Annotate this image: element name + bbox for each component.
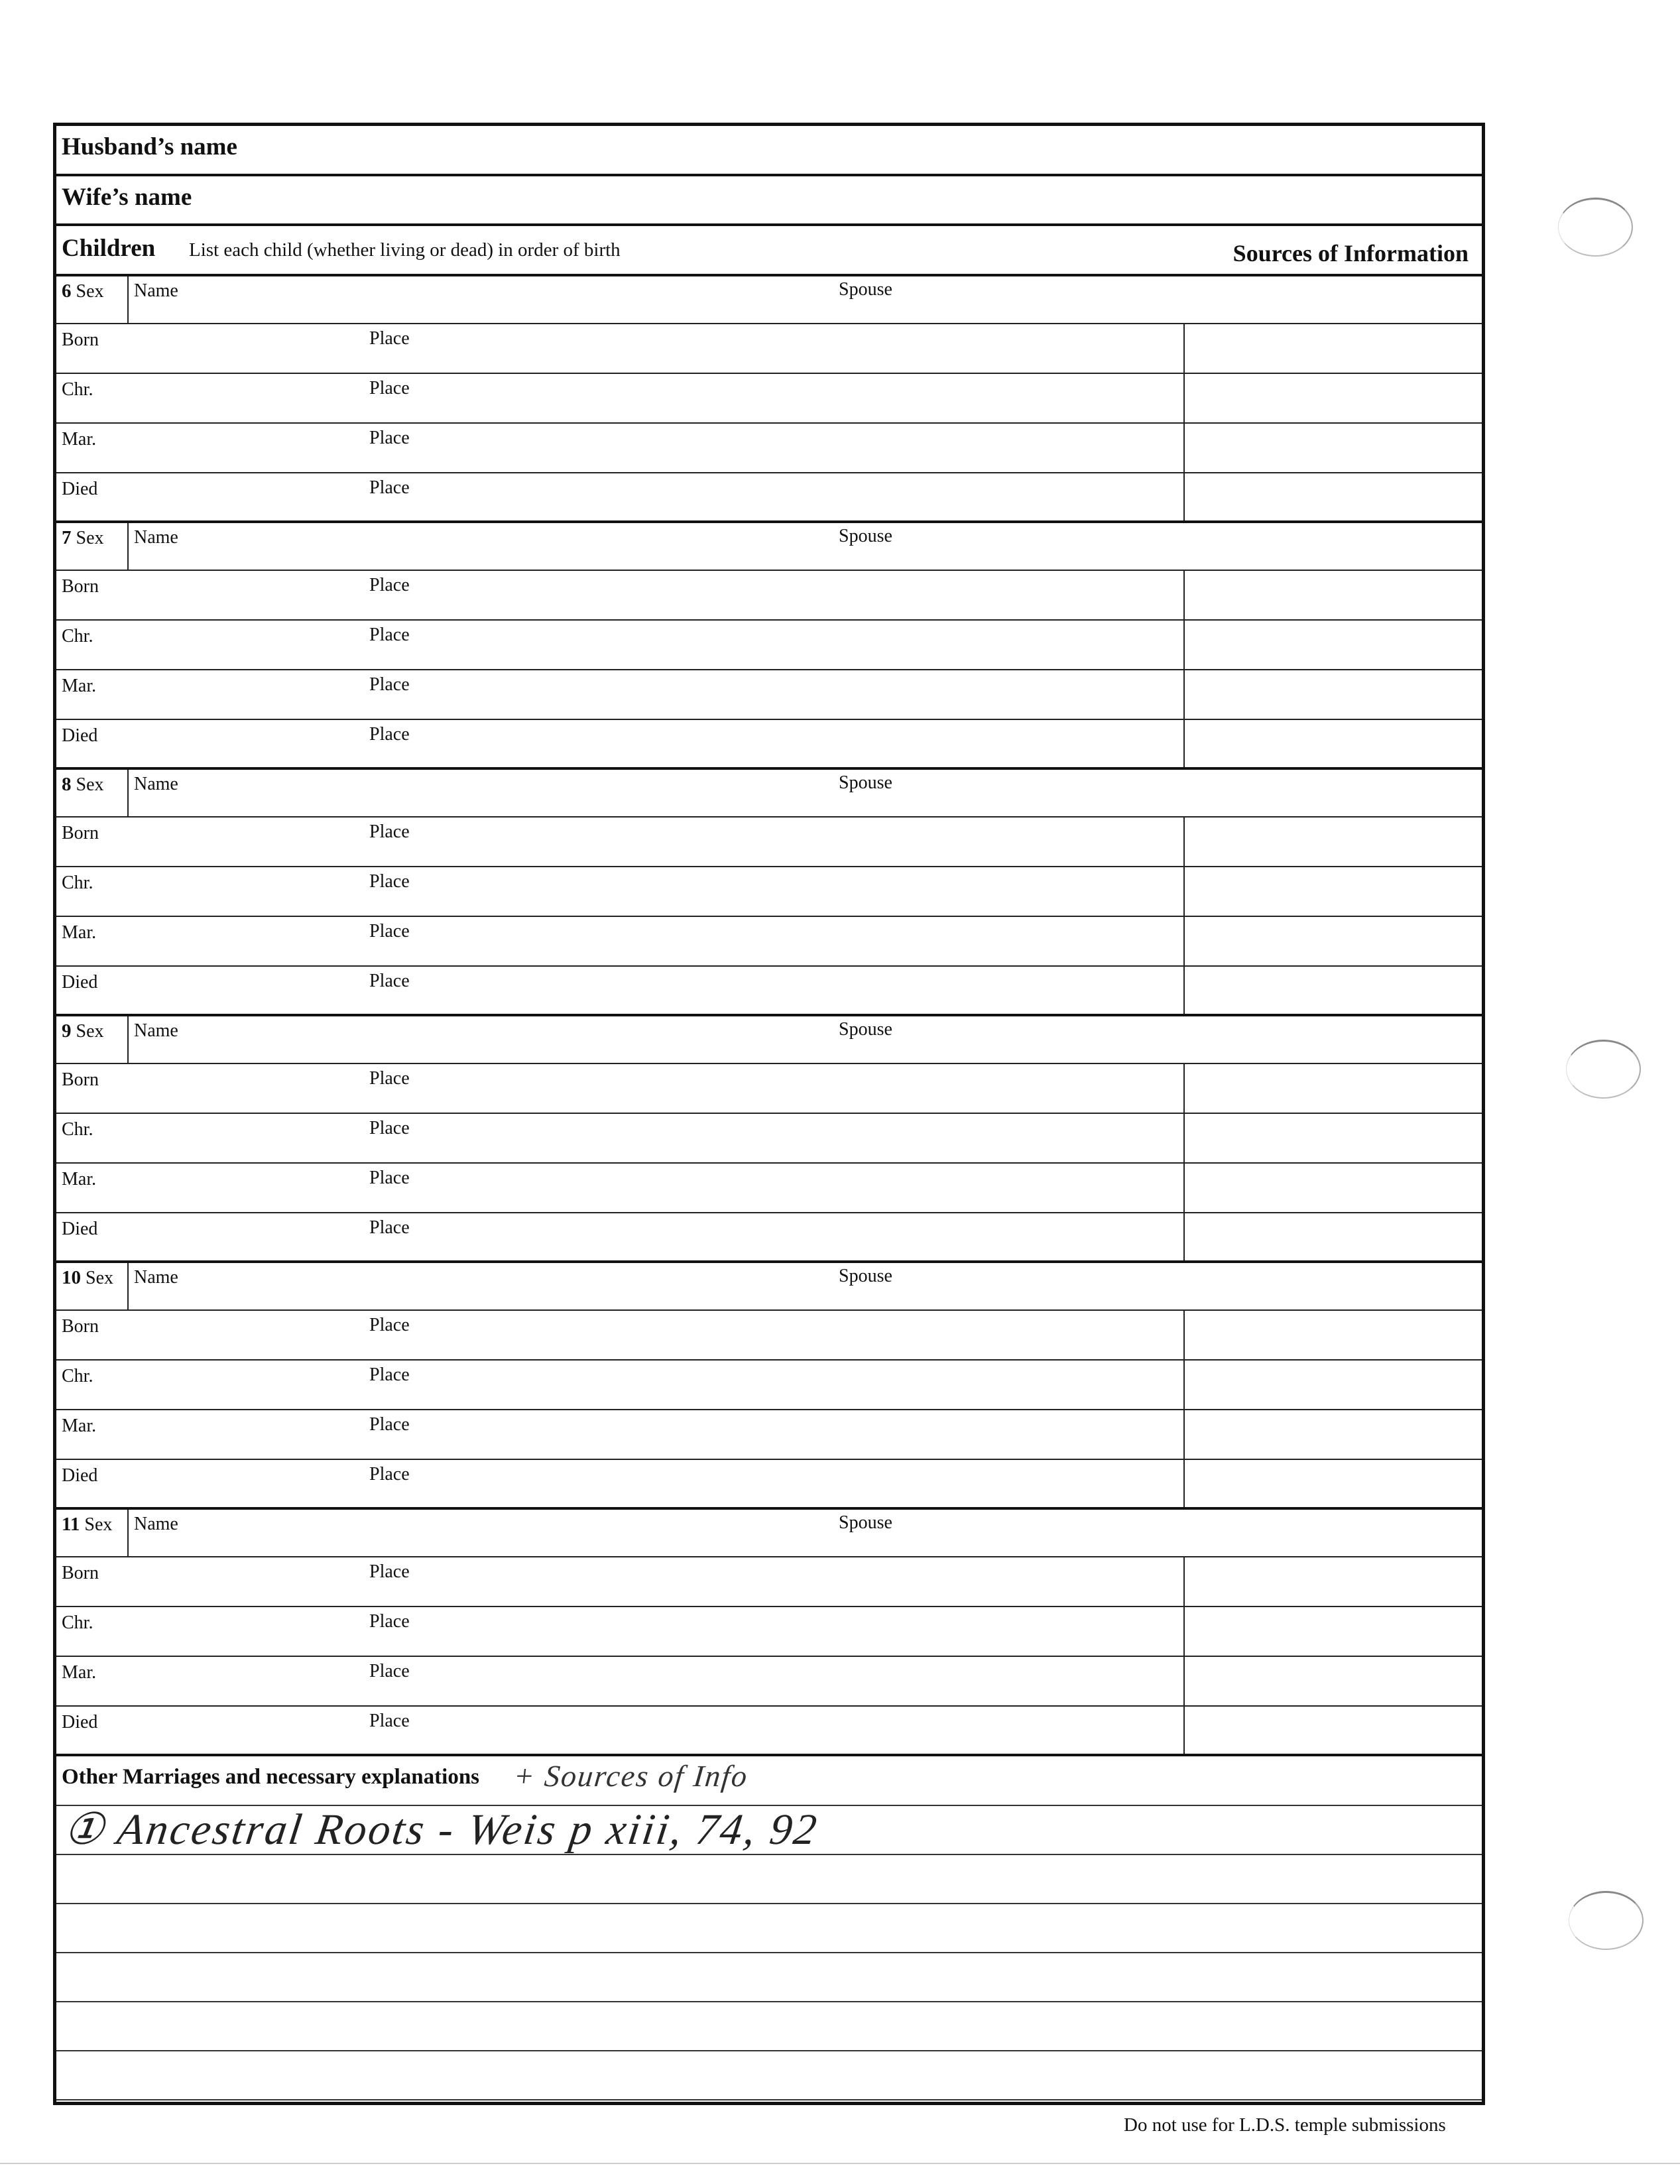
sources-column-divider: [1183, 1064, 1185, 1260]
place-label: Place: [369, 625, 410, 645]
born-label: Born: [62, 330, 99, 350]
born-label: Born: [62, 1563, 99, 1583]
died-row[interactable]: [56, 967, 1482, 1016]
place-label: Place: [369, 821, 410, 842]
child-name-row[interactable]: [56, 1263, 1482, 1311]
sex-label: Sex: [84, 1514, 113, 1535]
spouse-label: Spouse: [839, 772, 892, 793]
explanation-line-2[interactable]: [56, 1855, 1482, 1904]
place-label: Place: [369, 1414, 410, 1435]
child-number: 11: [62, 1514, 80, 1535]
chr-label: Chr.: [62, 873, 93, 893]
place-label: Place: [369, 477, 410, 498]
handwritten-sources-heading: + Sources of Info: [512, 1759, 750, 1793]
sources-column-divider: [1183, 324, 1185, 520]
name-label: Name: [134, 1267, 178, 1288]
place-label: Place: [369, 1561, 410, 1582]
children-header-row: [56, 226, 1482, 276]
mar-row[interactable]: [56, 670, 1482, 720]
child-name-row[interactable]: [56, 276, 1482, 324]
explanation-line-1[interactable]: [56, 1806, 1482, 1855]
born-label: Born: [62, 823, 99, 843]
chr-row[interactable]: [56, 621, 1482, 670]
family-group-form: [53, 123, 1485, 2105]
died-label: Died: [62, 479, 98, 499]
spouse-label: Spouse: [839, 1512, 892, 1533]
child-block: [56, 770, 1482, 1016]
chr-row[interactable]: [56, 1607, 1482, 1657]
sex-divider: [127, 523, 129, 571]
mar-row[interactable]: [56, 1410, 1482, 1460]
place-label: Place: [369, 1168, 410, 1188]
chr-label: Chr.: [62, 1366, 93, 1386]
born-label: Born: [62, 1069, 99, 1090]
chr-row[interactable]: [56, 374, 1482, 424]
child-name-row[interactable]: [56, 770, 1482, 818]
child-block: [56, 1510, 1482, 1756]
place-label: Place: [369, 674, 410, 695]
born-row[interactable]: [56, 571, 1482, 621]
place-label: Place: [369, 921, 410, 941]
died-label: Died: [62, 972, 98, 993]
husband-label: Husband’s name: [62, 133, 237, 160]
mar-label: Mar.: [62, 676, 97, 696]
chr-row[interactable]: [56, 1361, 1482, 1410]
mar-label: Mar.: [62, 429, 97, 450]
chr-row[interactable]: [56, 867, 1482, 917]
child-name-row[interactable]: [56, 523, 1482, 571]
sex-divider: [127, 276, 129, 324]
sources-column-divider: [1183, 571, 1185, 767]
sex-divider: [127, 1510, 129, 1557]
child-name-row[interactable]: [56, 1510, 1482, 1557]
name-label: Name: [134, 774, 178, 794]
binder-hole-bottom: [1569, 1891, 1644, 1950]
chr-label: Chr.: [62, 1119, 93, 1140]
place-label: Place: [369, 428, 410, 448]
wife-label: Wife’s name: [62, 184, 192, 211]
child-number-sex: [62, 280, 104, 302]
place-label: Place: [369, 724, 410, 745]
sources-column-divider: [1183, 818, 1185, 1014]
chr-label: Chr.: [62, 626, 93, 646]
mar-label: Mar.: [62, 922, 97, 943]
handwritten-note: ① Ancestral Roots - Weis p xiii, 74, 92: [60, 1805, 821, 1854]
died-label: Died: [62, 1219, 98, 1239]
sex-label: Sex: [86, 1268, 113, 1288]
sex-divider: [127, 770, 129, 818]
child-block: [56, 1016, 1482, 1263]
place-label: Place: [369, 1315, 410, 1335]
explanation-line-4[interactable]: [56, 1953, 1482, 2002]
child-name-row[interactable]: [56, 1016, 1482, 1064]
child-number-sex: [62, 1020, 104, 1042]
place-label: Place: [369, 1118, 410, 1138]
sex-label: Sex: [76, 1021, 104, 1042]
died-label: Died: [62, 1712, 98, 1732]
child-number-sex: [62, 774, 104, 796]
born-row[interactable]: [56, 1557, 1482, 1607]
children-label: Children: [62, 235, 156, 262]
child-number: 7: [62, 527, 72, 548]
spouse-label: Spouse: [839, 526, 892, 546]
place-label: Place: [369, 1711, 410, 1731]
chr-label: Chr.: [62, 1612, 93, 1633]
other-marriages-label: Other Marriages and necessary explanations: [62, 1765, 480, 1789]
child-number: 9: [62, 1020, 72, 1042]
place-label: Place: [369, 971, 410, 991]
binder-hole-top: [1558, 198, 1633, 257]
died-row[interactable]: [56, 473, 1482, 523]
died-label: Died: [62, 725, 98, 746]
child-number-sex: [62, 1267, 113, 1289]
born-label: Born: [62, 576, 99, 597]
place-label: Place: [369, 1464, 410, 1485]
mar-row[interactable]: [56, 917, 1482, 967]
born-row[interactable]: [56, 1311, 1482, 1361]
born-row[interactable]: [56, 1064, 1482, 1114]
spouse-label: Spouse: [839, 1266, 892, 1286]
name-label: Name: [134, 1514, 178, 1534]
mar-label: Mar.: [62, 1416, 97, 1436]
place-label: Place: [369, 378, 410, 398]
husband-row[interactable]: [56, 126, 1482, 176]
footer-note: Do not use for L.D.S. temple submissions: [1124, 2114, 1446, 2136]
child-number: 8: [62, 774, 72, 795]
place-label: Place: [369, 575, 410, 595]
name-label: Name: [134, 280, 178, 301]
other-marriages-row[interactable]: [56, 1758, 1482, 1806]
page-edge-line: [0, 2163, 1680, 2164]
wife-row[interactable]: [56, 176, 1482, 226]
place-label: Place: [369, 871, 410, 892]
born-label: Born: [62, 1316, 99, 1337]
mar-row[interactable]: [56, 1164, 1482, 1213]
child-block: [56, 276, 1482, 523]
place-label: Place: [369, 1611, 410, 1632]
chr-label: Chr.: [62, 379, 93, 400]
sources-column-divider: [1183, 1311, 1185, 1507]
chr-row[interactable]: [56, 1114, 1482, 1164]
place-label: Place: [369, 1217, 410, 1238]
explanation-line-5[interactable]: [56, 2002, 1482, 2051]
child-block: [56, 1263, 1482, 1510]
child-block: [56, 523, 1482, 770]
sex-label: Sex: [76, 528, 104, 548]
place-label: Place: [369, 328, 410, 349]
child-number-sex: [62, 1514, 112, 1536]
spouse-label: Spouse: [839, 279, 892, 300]
place-label: Place: [369, 1365, 410, 1385]
sex-label: Sex: [76, 281, 104, 302]
mar-row[interactable]: [56, 424, 1482, 473]
binder-hole-middle: [1566, 1040, 1641, 1099]
sources-label: Sources of Information: [1232, 240, 1469, 267]
born-row[interactable]: [56, 818, 1482, 867]
mar-row[interactable]: [56, 1657, 1482, 1707]
died-row[interactable]: [56, 720, 1482, 770]
died-row[interactable]: [56, 1707, 1482, 1756]
child-number: 6: [62, 280, 72, 302]
child-number-sex: [62, 527, 104, 549]
born-row[interactable]: [56, 324, 1482, 374]
sex-divider: [127, 1263, 129, 1311]
mar-label: Mar.: [62, 1169, 97, 1189]
died-row[interactable]: [56, 1213, 1482, 1263]
explanation-line-3[interactable]: [56, 1904, 1482, 1953]
name-label: Name: [134, 1020, 178, 1041]
place-label: Place: [369, 1661, 410, 1681]
place-label: Place: [369, 1068, 410, 1089]
sources-column-divider: [1183, 1557, 1185, 1754]
child-number: 10: [62, 1267, 81, 1288]
children-instruction: List each child (whether living or dead) in order of birth: [189, 239, 621, 261]
died-label: Died: [62, 1465, 98, 1486]
mar-label: Mar.: [62, 1662, 97, 1683]
sex-divider: [127, 1016, 129, 1064]
explanation-line-6[interactable]: [56, 2051, 1482, 2100]
died-row[interactable]: [56, 1460, 1482, 1510]
spouse-label: Spouse: [839, 1019, 892, 1040]
name-label: Name: [134, 527, 178, 548]
sex-label: Sex: [76, 774, 104, 795]
